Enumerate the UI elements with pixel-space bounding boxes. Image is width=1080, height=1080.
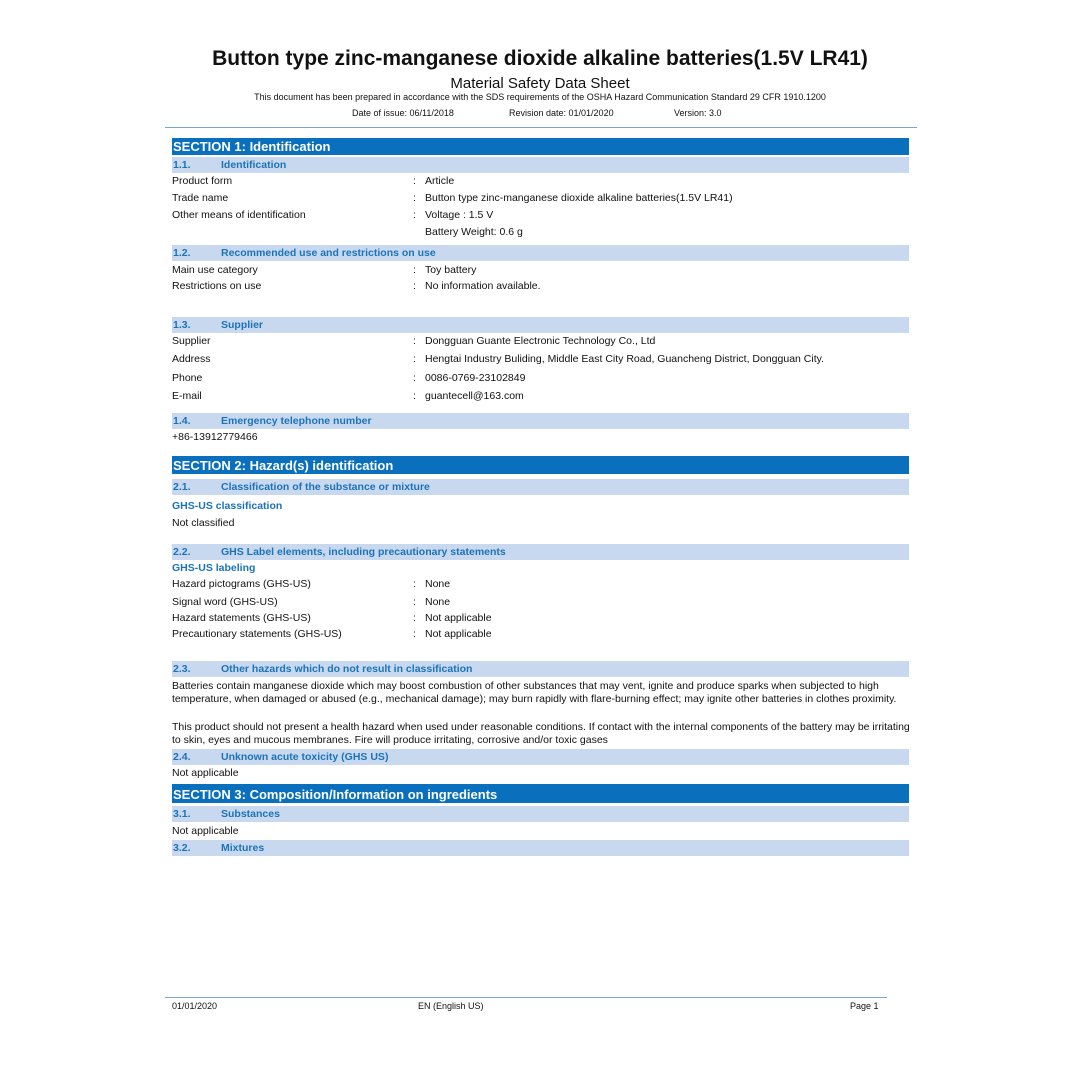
subsection-label: Unknown acute toxicity (GHS US) — [221, 751, 389, 763]
colon: : — [413, 175, 416, 187]
subsection-3-2 — [172, 840, 909, 856]
subsection-3-1 — [172, 806, 909, 822]
footer-language: EN (English US) — [418, 1001, 484, 1011]
field-label: Main use category — [172, 264, 258, 276]
document-title: Button type zinc-manganese dioxide alkaline batteries(1.5V LR41) — [212, 47, 868, 70]
field-value: No information available. — [425, 280, 541, 292]
field-value: Hengtai Industry Buliding, Middle East City Road, Guancheng District, Dongguan City. — [425, 353, 825, 365]
colon: : — [413, 578, 416, 590]
field-label: E-mail — [172, 390, 202, 402]
acute-toxicity-value: Not applicable — [172, 767, 239, 779]
field-label: Trade name — [172, 192, 229, 204]
field-label: Restrictions on use — [172, 280, 262, 292]
subsection-number: 2.3. — [173, 663, 191, 675]
subsection-label: Emergency telephone number — [221, 415, 372, 427]
subsection-number: 2.4. — [173, 751, 191, 763]
colon: : — [413, 596, 416, 608]
field-value: Toy battery — [425, 264, 477, 276]
subsection-1-4 — [172, 413, 909, 429]
health-hazard-paragraph: This product should not present a health hazard when used under reasonable conditions. If contact with the internal components of the battery may be irritating to skin, eyes and mucous membranes. Fire will produce irritating, corrosive and/or toxic gases — [172, 721, 910, 746]
subsection-label: Recommended use and restrictions on use — [221, 247, 436, 259]
subsection-1-3 — [172, 317, 909, 333]
colon: : — [413, 372, 416, 384]
subsection-2-3 — [172, 661, 909, 677]
ghs-labeling-heading: GHS-US labeling — [172, 562, 256, 574]
subsection-number: 1.2. — [173, 247, 191, 259]
field-label: Signal word (GHS-US) — [172, 596, 278, 608]
other-hazards-paragraph: Batteries contain manganese dioxide which may boost combustion of other substances that may vent, ignite and produce sparks when subjected to high temperature, when damaged or abused (e.g., mechanical damage); may burn rapidly with flare-burning effect; may ignite other batteries in clothes proximity. — [172, 680, 897, 705]
ghs-classification-heading: GHS-US classification — [172, 500, 283, 512]
ghs-classification-value: Not classified — [172, 517, 235, 529]
document-subtitle: Material Safety Data Sheet — [450, 75, 630, 92]
field-value: guantecell@163.com — [425, 390, 524, 402]
version: Version: 3.0 — [674, 108, 722, 118]
subsection-label: Substances — [221, 808, 280, 820]
field-value: Not applicable — [425, 628, 492, 640]
field-label: Precautionary statements (GHS-US) — [172, 628, 342, 640]
footer-page-number: Page 1 — [850, 1001, 879, 1011]
footer-date: 01/01/2020 — [172, 1001, 218, 1011]
field-label: Address — [172, 353, 211, 365]
field-label: Phone — [172, 372, 203, 384]
subsection-number: 3.2. — [173, 842, 191, 854]
subsection-label: Mixtures — [221, 842, 265, 854]
colon: : — [413, 335, 416, 347]
section-2-header: SECTION 2: Hazard(s) identification — [172, 456, 909, 474]
field-value: Button type zinc-manganese dioxide alkaline batteries(1.5V LR41) — [425, 192, 733, 204]
subsection-label: Other hazards which do not result in classification — [221, 663, 473, 675]
field-value: 0086-0769-23102849 — [425, 372, 526, 384]
revision-date: Revision date: 01/01/2020 — [509, 108, 614, 118]
colon: : — [413, 612, 416, 624]
header-divider — [165, 127, 917, 128]
section-3-header: SECTION 3: Composition/Information on ingredients — [172, 784, 909, 803]
subsection-number: 3.1. — [173, 808, 191, 820]
subsection-2-4 — [172, 749, 909, 765]
subsection-1-2 — [172, 245, 909, 261]
subsection-2-2 — [172, 544, 909, 560]
subsection-number: 2.1. — [173, 481, 191, 493]
emergency-phone: +86-13912779466 — [172, 431, 258, 443]
colon: : — [413, 280, 416, 292]
field-value: Article — [425, 175, 455, 187]
field-value: None — [425, 578, 451, 590]
field-label: Hazard statements (GHS-US) — [172, 612, 311, 624]
field-value: Voltage : 1.5 V — [425, 209, 494, 221]
field-value: Not applicable — [425, 612, 492, 624]
subsection-label: Supplier — [221, 319, 264, 331]
field-value: None — [425, 596, 451, 608]
substances-value: Not applicable — [172, 825, 239, 837]
subsection-number: 2.2. — [173, 546, 191, 558]
section-1-header: SECTION 1: Identification — [172, 138, 909, 155]
colon: : — [413, 390, 416, 402]
field-label: Hazard pictograms (GHS-US) — [172, 578, 311, 590]
subsection-label: Identification — [221, 159, 287, 171]
subsection-1-1 — [172, 157, 909, 173]
colon: : — [413, 209, 416, 221]
field-label: Supplier — [172, 335, 211, 347]
subsection-label: Classification of the substance or mixture — [221, 481, 430, 493]
subsection-2-1 — [172, 479, 909, 495]
colon: : — [413, 353, 416, 365]
field-value: Battery Weight: 0.6 g — [425, 226, 523, 238]
osha-note: This document has been prepared in accordance with the SDS requirements of the OSHA Hazard Communication Standard 29 CFR 1910.1200 — [254, 92, 826, 102]
colon: : — [413, 192, 416, 204]
colon: : — [413, 264, 416, 276]
subsection-number: 1.3. — [173, 319, 191, 331]
date-of-issue: Date of issue: 06/11/2018 — [352, 108, 454, 118]
subsection-number: 1.1. — [173, 159, 191, 171]
colon: : — [413, 628, 416, 640]
subsection-number: 1.4. — [173, 415, 191, 427]
subsection-label: GHS Label elements, including precautionary statements — [221, 546, 506, 558]
footer-divider — [165, 997, 887, 998]
field-label: Other means of identification — [172, 209, 306, 221]
field-label: Product form — [172, 175, 233, 187]
field-value: Dongguan Guante Electronic Technology Co., Ltd — [425, 335, 656, 347]
